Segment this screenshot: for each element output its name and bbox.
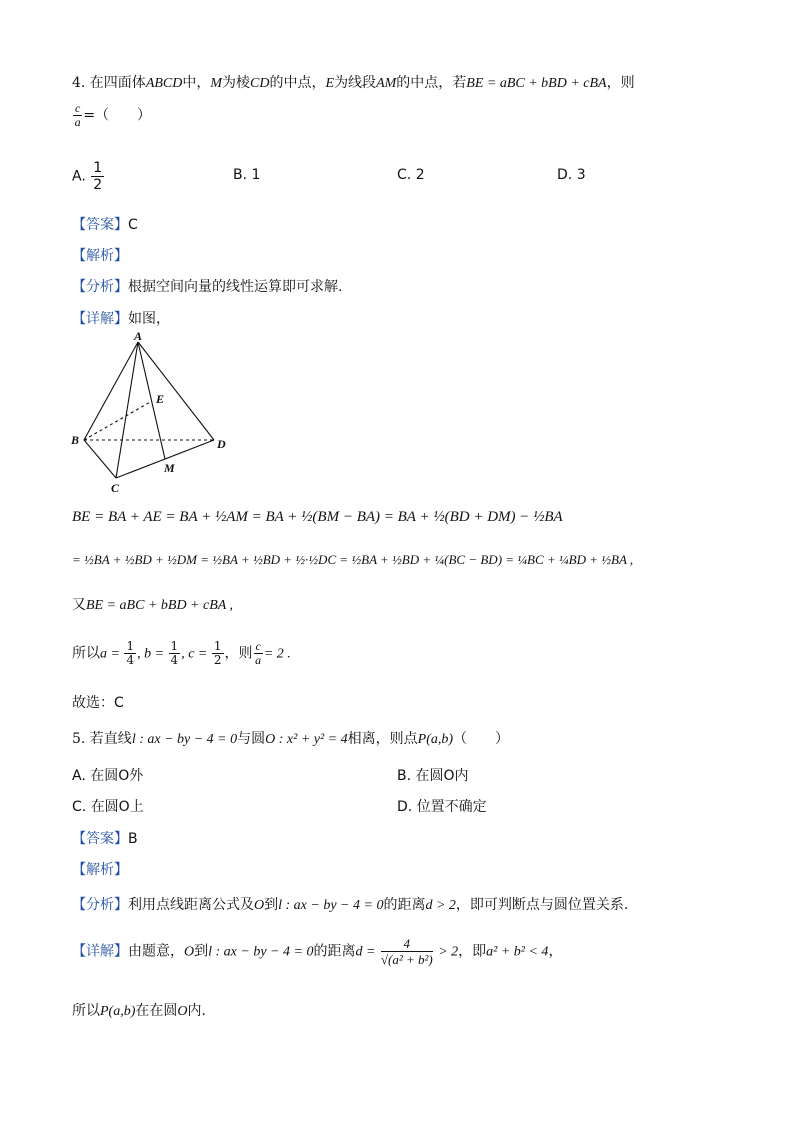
q4-option-a[interactable]: A. $\frac{1}{2}$ (72, 160, 103, 193)
q4-detail (72, 308, 170, 328)
q4-derivation-line3: 又BE = aBC + bBD + cBA , (72, 597, 234, 613)
q4-text: ，则 (606, 75, 635, 91)
answer-value: B (128, 831, 138, 847)
q5-answer (72, 828, 138, 848)
q4-text: 为线段 (334, 75, 377, 91)
label-a: A (134, 330, 143, 343)
q4-derivation-line1: BE = BA + AE = BA + ½AM = BA + ½(BM − BA) = BA + ½(BD + DM) − ½BA (72, 509, 563, 525)
q4-conclusion: 故选：C (72, 695, 124, 711)
q4-text: 的中点， (269, 75, 326, 91)
q5-stem: 5. 若直线l : ax − by − 4 = 0与圆O : x² + y² = 4相离，则点P(a,b)（ ） (72, 731, 510, 747)
q4-var-e: E (325, 76, 335, 91)
q5-option-a[interactable]: A. 在圆O外 (72, 768, 144, 784)
q4-text: 为棱 (222, 75, 251, 91)
q5-circle-eq: O : x² + y² = 4 (265, 732, 348, 747)
q5-option-d[interactable]: D. 位置不确定 (397, 799, 487, 815)
answer-value: C (128, 217, 138, 233)
q4-option-d[interactable]: D. 3 (557, 167, 586, 183)
fenxi-text: 根据空间向量的线性运算即可求解. (128, 279, 343, 295)
q4-text: 的中点，若 (396, 75, 467, 91)
q4-derivation-line4: 所以a = $\frac{1}{4}$ , b = $\frac{1}{4}$ , c = $\frac{1}{2}$ ，则 $\frac{c}{a}$ = 2 . (72, 639, 291, 667)
q4-vector-relation: BE = aBC + bBD + cBA (466, 76, 607, 91)
fenxi-tag: 【分析】 (72, 279, 128, 295)
frac-c-over-a: $\frac{c}{a}$ (255, 639, 262, 667)
answer-tag: 【答案】 (72, 217, 128, 233)
option-a-fraction: $\frac{1}{2}$ (93, 160, 103, 193)
vector-relation: BE = aBC + bBD + cBA , (86, 598, 234, 613)
q4-derivation-line2: = ½BA + ½BD + ½DM = ½BA + ½BD + ½·½DC = ½BA + ½BD + ¼(BC − BD) = ¼BC + ¼BD + ½BA , (72, 552, 634, 567)
q4-stem (72, 72, 635, 92)
frac-c: $\frac{1}{2}$ (213, 639, 222, 667)
label-d: D (217, 437, 226, 451)
frac-a: $\frac{1}{4}$ (126, 639, 135, 667)
q5-detail: 【详解】由题意，O到l : ax − by − 4 = 0的距离d = $\frac{4}{\text{√(a² + b²)}}$ > 2，即a² + b² < 4， (72, 936, 563, 967)
q5-fenxi: 【分析】利用点线距离公式及O到l : ax − by − 4 = 0的距离d > 2，即可判断点与圆位置关系. (72, 897, 629, 913)
label-b: B (71, 433, 80, 447)
label-c: C (111, 481, 120, 495)
q4-var-cd: CD (250, 76, 270, 91)
q4-var-am: AM (376, 76, 397, 91)
answer-tag: 【答案】 (72, 831, 128, 847)
q5-line-eq: l : ax − by − 4 = 0 (131, 732, 238, 747)
q4-question (72, 102, 151, 129)
edge-bc (84, 440, 116, 478)
q5-final: 所以P(a,b)在在圆O内. (72, 1003, 206, 1019)
detail-text: 如图， (128, 311, 170, 327)
q4-answer (72, 214, 138, 234)
q4-var-m: M (210, 76, 223, 91)
q5-analysis-tag: 【解析】 (72, 862, 128, 878)
q4-option-c[interactable]: C. 2 (397, 167, 425, 183)
q4-stem-prefix: 4. 在四面体 (72, 75, 146, 91)
distance-fraction: $\frac{4}{\text{√(a² + b²)}}$ (380, 936, 433, 967)
q4-analysis-tag: 【解析】 (72, 248, 128, 264)
label-e: E (156, 392, 165, 406)
q5-option-c[interactable]: C. 在圆O上 (72, 799, 144, 815)
tetrahedron-figure (68, 330, 238, 495)
label-m: M (164, 461, 175, 475)
q4-question-fraction: $\frac{c}{a}$ (74, 101, 81, 129)
frac-b: $\frac{1}{4}$ (170, 639, 179, 667)
q5-option-b[interactable]: B. 在圆O内 (397, 768, 469, 784)
q4-fenxi (72, 276, 342, 296)
detail-tag: 【详解】 (72, 311, 128, 327)
q4-text: 中， (182, 75, 211, 91)
q5-point: P(a,b) (417, 732, 454, 747)
q4-question-tail: =（ ） (83, 107, 152, 124)
q4-tetra: ABCD (145, 76, 183, 91)
q4-option-b[interactable]: B. 1 (233, 167, 261, 183)
